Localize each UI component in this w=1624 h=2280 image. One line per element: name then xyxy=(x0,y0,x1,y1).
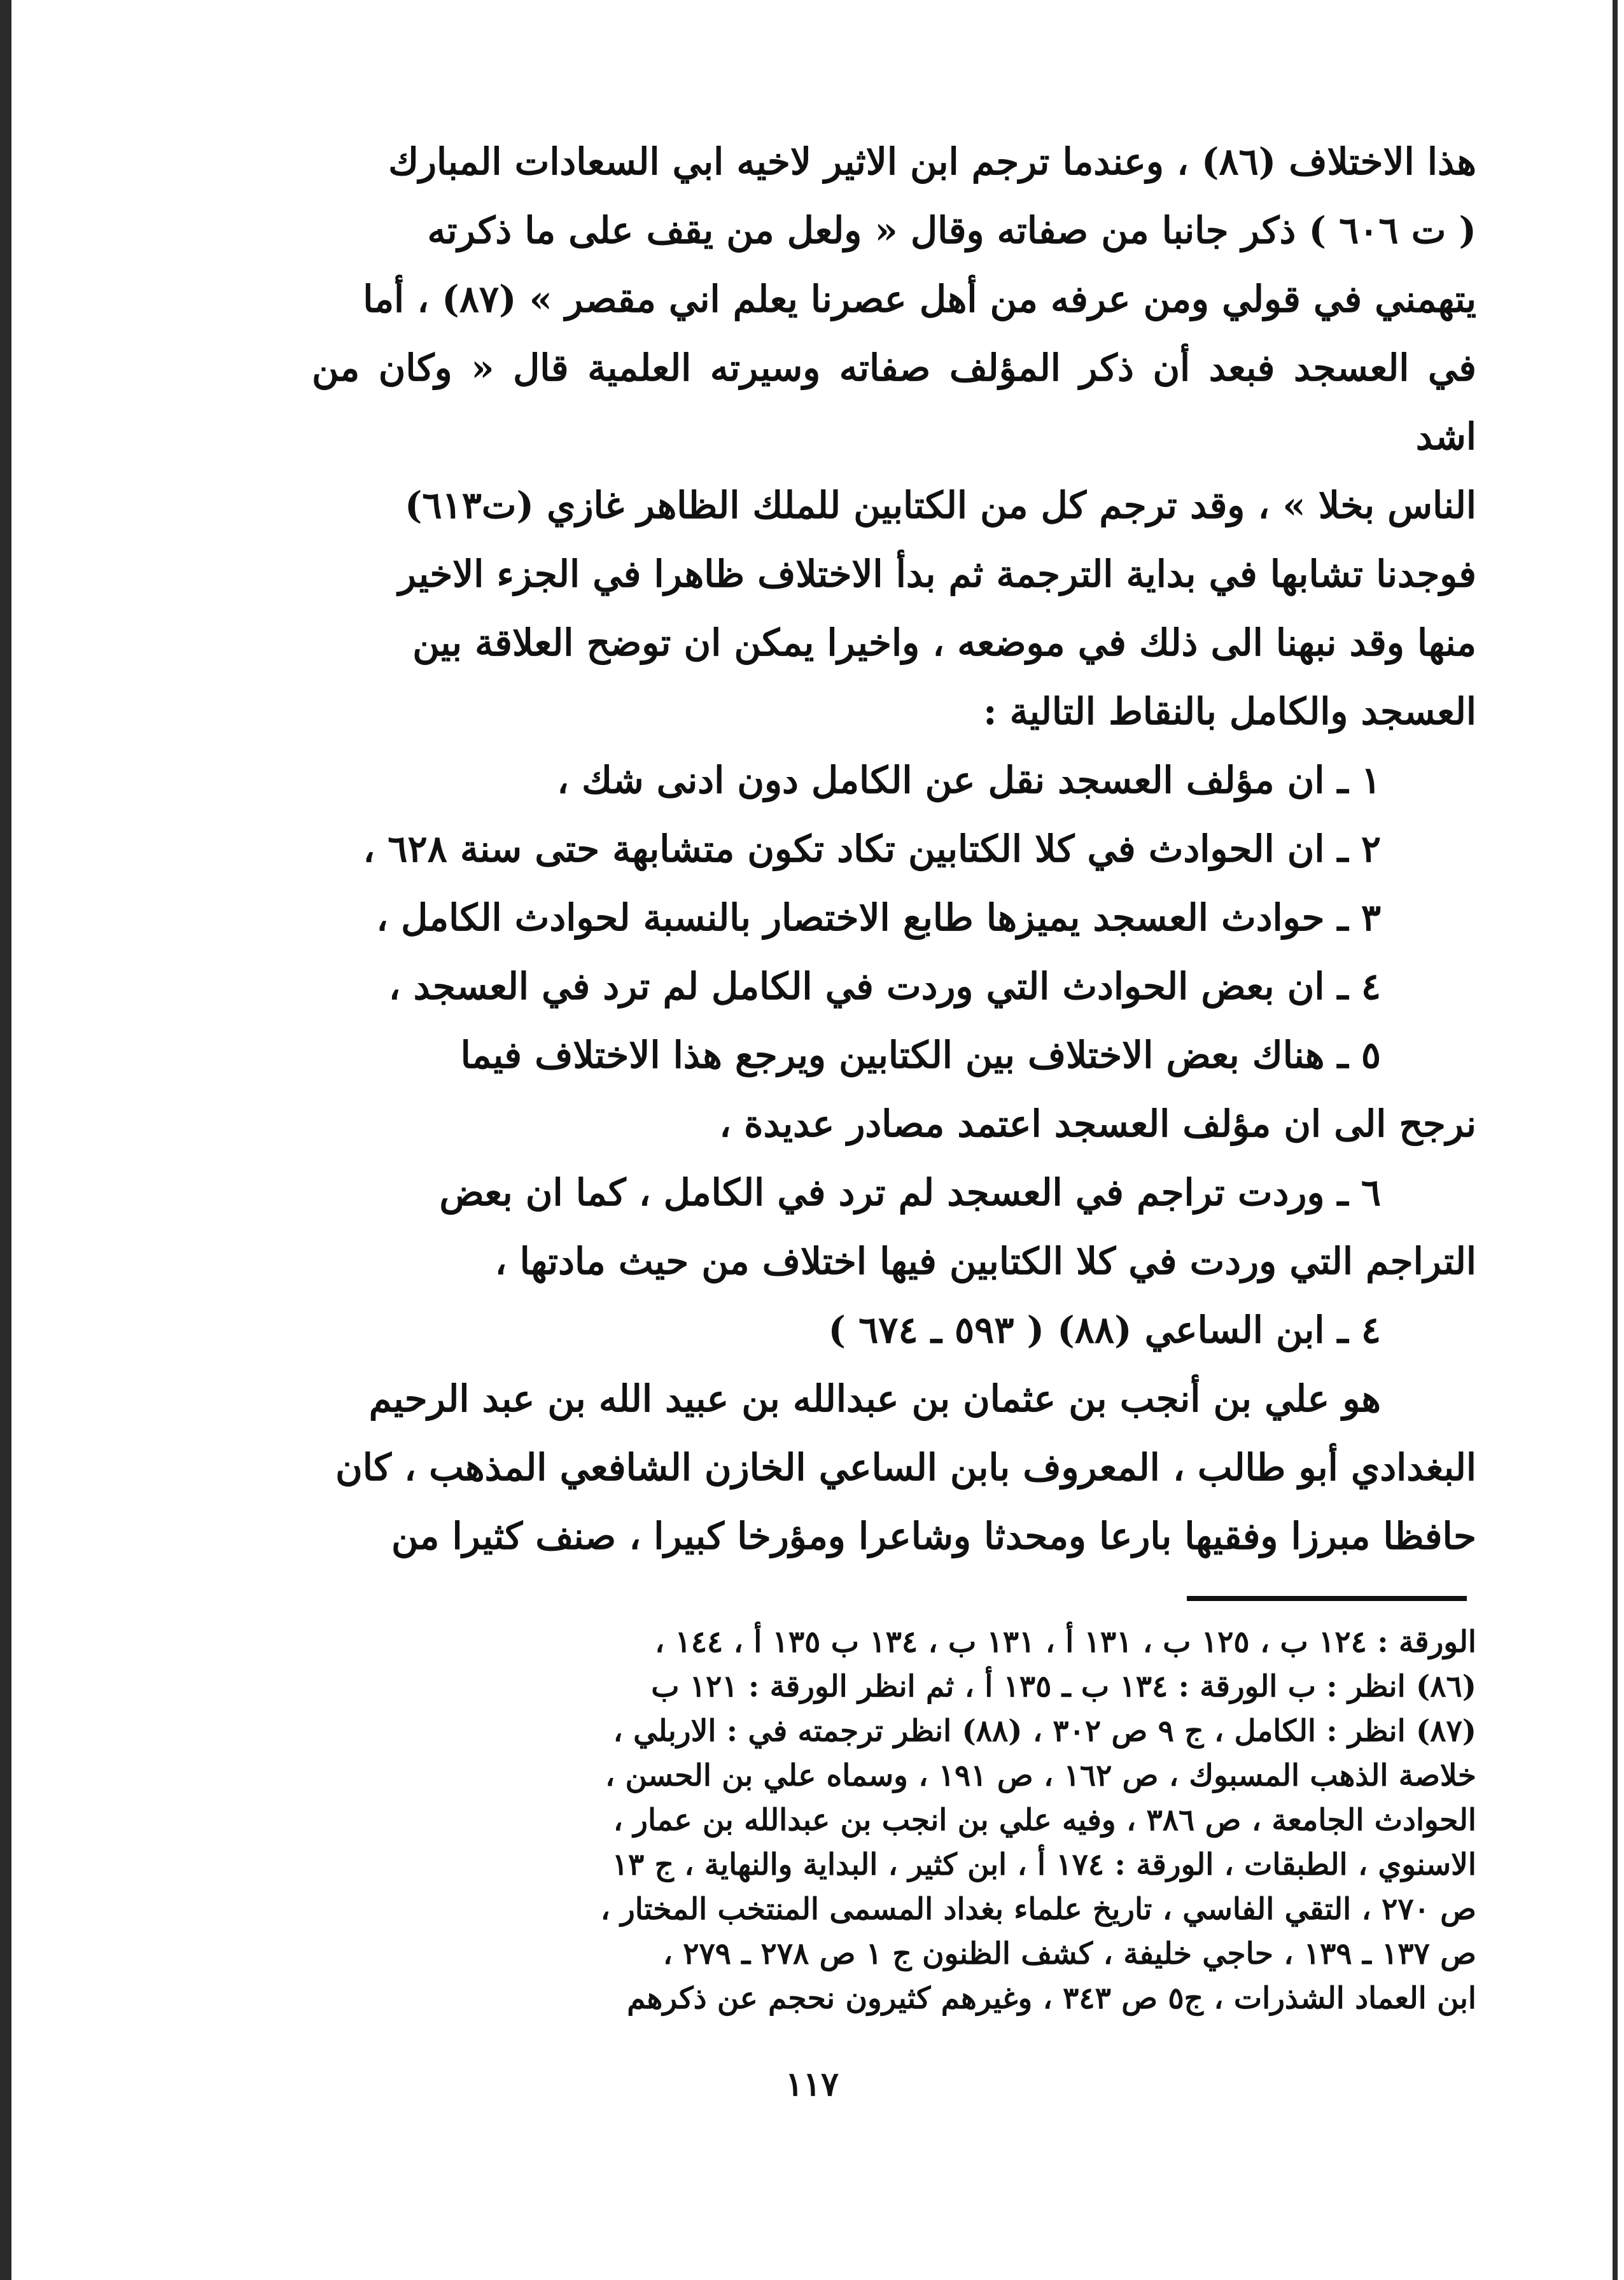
footnotes xyxy=(312,1620,1476,2021)
list-item-5-continuation: نرجح الى ان مؤلف العسجد اعتمد مصادر عديدة ، xyxy=(719,1102,1476,1145)
list-item-3: ٣ ـ حوادث العسجد يميزها طابع الاختصار بالنسبة لحوادث الكامل ، xyxy=(376,896,1381,939)
text-line: في العسجد فبعد أن ذكر المؤلف صفاته وسيرته العلمية قال « وكان من اشد xyxy=(312,346,1476,458)
text-line: الناس بخلا » ، وقد ترجم كل من الكتابين للملك الظاهر غازي (ت٦١٣) xyxy=(404,484,1476,527)
page-number: ١١٧ xyxy=(785,2065,839,2104)
footnote-line: خلاصة الذهب المسبوك ، ص ١٦٢ ، ص ١٩١ ، وسماه علي بن الحسن ، xyxy=(605,1758,1476,1793)
text-line: هو علي بن أنجب بن عثمان بن عبدالله بن عبيد الله بن عبد الرحيم xyxy=(368,1377,1381,1420)
footnote-line: ابن العماد الشذرات ، ج٥ ص ٣٤٣ ، وغيرهم كثيرون نحجم عن ذكرهم xyxy=(627,1981,1476,2016)
document-page xyxy=(312,127,1476,2021)
text-line: فوجدنا تشابها في بداية الترجمة ثم بدأ الاختلاف ظاهرا في الجزء الاخير xyxy=(398,552,1476,596)
footnote-line: (٨٦) انظر : ب الورقة : ١٣٤ ب ـ ١٣٥ أ ، ثم انظر الورقة : ١٢١ ب xyxy=(651,1669,1476,1704)
footnote-line: الحوادث الجامعة ، ص ٣٨٦ ، وفيه علي بن انجب بن عبدالله بن عمار ، xyxy=(613,1803,1476,1838)
footnote-line: ص ٢٧٠ ، التقي الفاسي ، تاريخ علماء بغداد المسمى المنتخب المختار ، xyxy=(600,1892,1476,1927)
footnote-line: (٨٧) انظر : الكامل ، ج ٩ ص ٣٠٢ ، (٨٨) انظر ترجمته في : الاربلي ، xyxy=(613,1714,1476,1749)
main-text xyxy=(312,127,1476,1570)
text-line: العسجد والكامل بالنقاط التالية : xyxy=(983,690,1476,733)
scan-edge-left xyxy=(0,0,11,2280)
list-item-4: ٤ ـ ان بعض الحوادث التي وردت في الكامل لم ترد في العسجد ، xyxy=(388,965,1381,1008)
footnote-separator xyxy=(1187,1596,1467,1601)
text-line: منها وقد نبهنا الى ذلك في موضعه ، واخيرا يمكن ان توضح العلاقة بين xyxy=(412,621,1476,664)
text-line: يتهمني في قولي ومن عرفه من أهل عصرنا يعلم اني مقصر » (٨٧) ، أما xyxy=(363,277,1476,321)
footnote-separator-wrap xyxy=(312,1596,1476,1601)
footnote-line: الاسنوي ، الطبقات ، الورقة : ١٧٤ أ ، ابن كثير ، البداية والنهاية ، ج ١٣ xyxy=(612,1847,1476,1882)
list-item-2: ٢ ـ ان الحوادث في كلا الكتابين تكاد تكون متشابهة حتى سنة ٦٢٨ ، xyxy=(363,827,1381,871)
text-line: ( ت ٦٠٦ ) ذكر جانبا من صفاته وقال « ولعل من يقف على ما ذكرته xyxy=(427,209,1476,252)
list-item-6-continuation: التراجم التي وردت في كلا الكتابين فيها اختلاف من حيث مادتها ، xyxy=(494,1240,1476,1283)
footnote-line: الورقة : ١٢٤ ب ، ١٢٥ ب ، ١٣١ أ ، ١٣١ ب ، ١٣٤ ب ١٣٥ أ ، ١٤٤ ، xyxy=(655,1625,1476,1660)
text-line: هذا الاختلاف (٨٦) ، وعندما ترجم ابن الاثير لاخيه ابي السعادات المبارك xyxy=(388,140,1476,183)
footnote-line: ص ١٣٧ ـ ١٣٩ ، حاجي خليفة ، كشف الظنون ج ١ ص ٢٧٨ ـ ٢٧٩ ، xyxy=(662,1936,1476,1971)
list-item-6: ٦ ـ وردت تراجم في العسجد لم ترد في الكامل ، كما ان بعض xyxy=(439,1171,1381,1214)
list-item-1: ١ ـ ان مؤلف العسجد نقل عن الكامل دون ادنى شك ، xyxy=(557,759,1381,802)
list-item-5: ٥ ـ هناك بعض الاختلاف بين الكتابين ويرجع هذا الاختلاف فيما xyxy=(460,1033,1381,1077)
text-line: البغدادي أبو طالب ، المعروف بابن الساعي الخازن الشافعي المذهب ، كان xyxy=(335,1446,1476,1489)
text-line: حافظا مبرزا وفقيها بارعا ومحدثا وشاعرا ومؤرخا كبيرا ، صنف كثيرا من xyxy=(391,1514,1476,1558)
scan-edge-right xyxy=(1613,0,1618,2280)
section-heading: ٤ ـ ابن الساعي (٨٨) ( ٥٩٣ ـ ٦٧٤ ) xyxy=(828,1308,1381,1352)
